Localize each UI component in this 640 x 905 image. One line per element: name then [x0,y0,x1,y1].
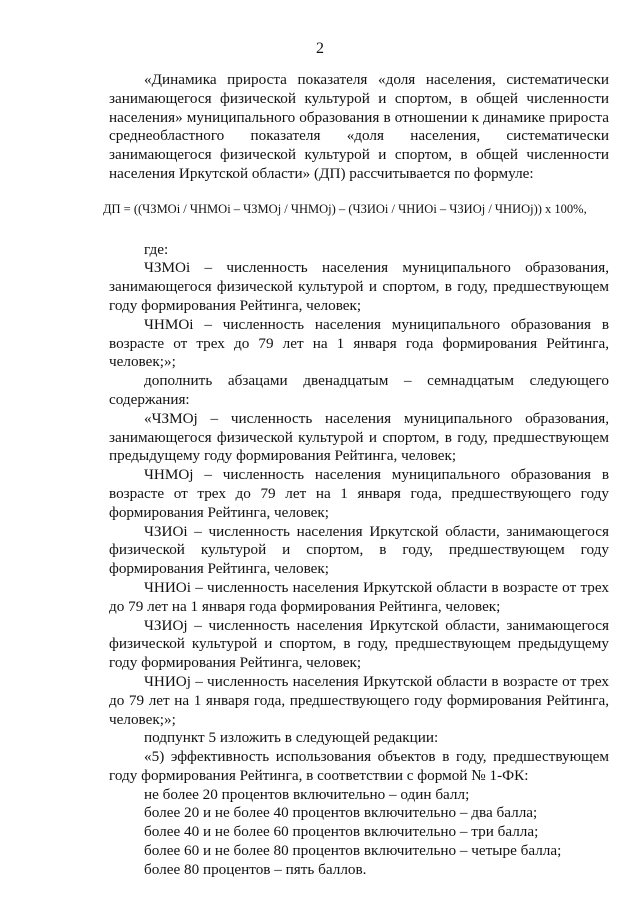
definition-chzio-j: ЧЗИОj – численность населения Иркутской области, занимающегося физической культурой и спортом, в году, предшествующем предыдущему году формирования Рейтинга, человек; [109,616,609,672]
definition-chnmo-j: ЧНМОj – численность населения муниципального образования в возрасте от трех до 79 лет на 1 января года, предшествующего году формирования Рейтинга, человек; [109,466,609,521]
scale-item: не более 20 процентов включительно – один балл; [144,785,470,803]
definition-chzio-i: ЧЗИОi – численность населения Иркутской области, занимающегося физической культурой и спортом, в году, предшествующем году формирования Рейтинга, человек; [109,522,609,578]
formula: ДП = ((ЧЗМОi / ЧНМОi – ЧЗМОj / ЧНМОj) – (ЧЗИОi / ЧНИОi – ЧЗИОj / ЧНИОj)) x 100%, [103,201,587,216]
subpoint-5: «5) эффективность использования объектов в году, предшествующем году формирования Рейтинга, в соответствии с формой № 1-ФК: [109,748,609,784]
scale-item: более 40 и не более 60 процентов включительно – три балла; [144,823,539,841]
intro-paragraph: «Динамика прироста показателя «доля населения, систематически занимающегося физической культурой и спортом, в общей численности населения» муниципального образования в отношении к динамике прироста среднеобластного показателя «доля населения, систематически занимающегося физической культурой и спортом, в общей численности населения Иркутской области» (ДП) рассчитывается по формуле: [109,71,609,182]
definition-chnio-j: ЧНИОj – численность населения Иркутской области в возрасте от трех до 79 лет на 1 января года, предшествующего году формирования Рейтинга, человек;»; [109,672,609,728]
definition-chzmo-j: «ЧЗМОj – численность населения муниципального образования, занимающегося физической культурой и спортом, в году, предшествующем предыдущему году формирования Рейтинга, человек; [109,409,609,465]
definition-chzmo-i: ЧЗМОi – численность населения муниципального образования, занимающегося физической культурой и спортом, в году, предшествующем году формирования Рейтинга, человек; [109,259,609,314]
definition-chnmo-i: ЧНМОi – численность населения муниципального образования в возрасте от трех до 79 лет на 1 января года формирования Рейтинга, человек;»; [109,315,609,371]
definition-chnio-i: ЧНИОi – численность населения Иркутской области в возрасте от трех до 79 лет на 1 января года формирования Рейтинга, человек; [109,578,609,615]
page-number: 2 [316,40,324,57]
amendment-instruction: дополнить абзацами двенадцатым – семнадцатым следующего содержания: [109,372,609,408]
where-label: где: [144,240,169,258]
scale-item: более 60 и не более 80 процентов включительно – четыре балла; [144,842,562,860]
scale-item: более 80 процентов – пять баллов. [144,860,367,878]
scale-item: более 20 и не более 40 процентов включительно – два балла; [144,804,538,822]
document-body [103,71,609,880]
subpoint-instruction: подпункт 5 изложить в следующей редакции: [144,729,439,747]
